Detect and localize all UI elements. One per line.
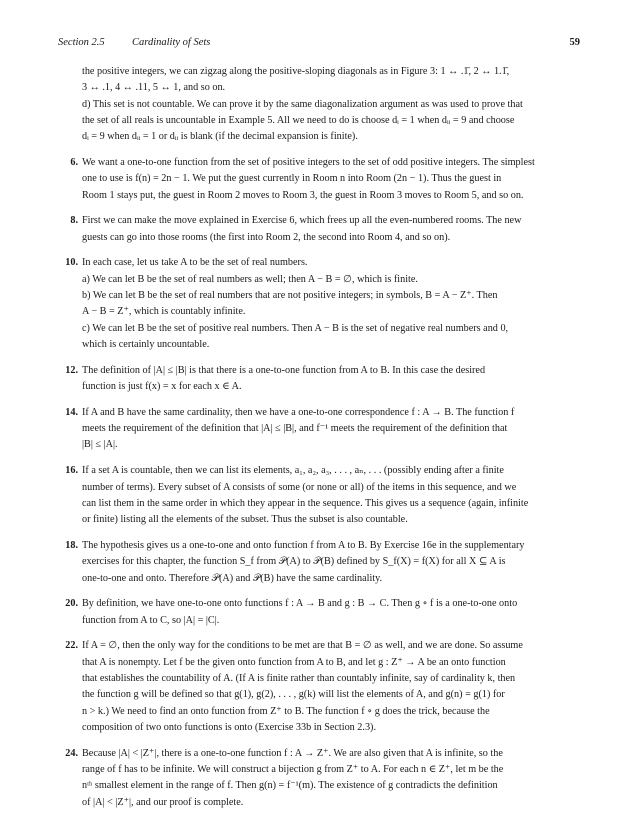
text-line: range of f has to be infinite. We will construct a bijection g from Z⁺ to A. For each n ∈ Z⁺, let m be the (82, 763, 504, 775)
item-spacer (58, 145, 580, 155)
item-spacer (58, 736, 580, 746)
text-line: a) We can let B be the set of real numbers as well; then A − B = ∅, which is finite. (82, 273, 418, 285)
item-spacer (58, 353, 580, 363)
exercise-number: 6. (70, 156, 78, 168)
exercise-answer (58, 596, 580, 629)
text-line: First we can make the move explained in Exercise 6, which frees up all the even-numbered rooms. The new (82, 215, 522, 227)
page-body (58, 64, 580, 811)
exercise-text (58, 596, 580, 629)
text-line: We want a one-to-one function from the set of positive integers to the set of odd positive integers. The simplest (82, 156, 535, 168)
page-header (58, 37, 580, 53)
item-spacer (58, 395, 580, 405)
exercise-text (58, 463, 580, 528)
text-line: Because |A| < |Z⁺|, there is a one-to-one function f : A → Z⁺. We are also given that A is infinite, so the (82, 747, 503, 759)
item-spacer (58, 204, 580, 214)
exercise-number: 12. (65, 364, 78, 376)
exercise-answer (58, 155, 580, 204)
text-line: number of terms). Every subset of A consists of some (or none or all) of the items in this sequence, and we (82, 481, 517, 493)
exercise-text (58, 255, 580, 353)
exercise-list (58, 145, 580, 810)
text-line: c) We can let B be the set of positive real numbers. Then A − B is the set of negative real numbers and 0, (82, 322, 509, 334)
exercise-text (58, 746, 580, 811)
text-line: Room 1 stays put, the guest in Room 2 moves to Room 3, the guest in Room 3 moves to Room 5, and so on. (82, 189, 524, 201)
text-line: the positive integers, we can zigzag along the positive-sloping diagonals as in Figure 3: 1 ↔ .1̄, 2 ↔ 1.1̄, (82, 66, 510, 77)
text-line: function from A to C, so |A| = |C|. (82, 614, 220, 626)
exercise-answer (58, 255, 580, 353)
exercise-text (58, 538, 580, 587)
section-title: Cardinality of Sets (132, 37, 211, 48)
exercise-answer (58, 363, 580, 396)
text-line: exercises for this chapter, the function S_f from 𝒫(A) to 𝒫(B) defined by S_f(X) = f(X) for all X ⊆ A is (82, 556, 506, 568)
text-line: 3 ↔ .1, 4 ↔ .11, 5 ↔ 1, and so on. (82, 82, 226, 94)
exercise-number: 16. (65, 465, 78, 477)
text-line: meets the requirement of the definition that |A| ≤ |B|, and f⁻¹ meets the requirement of the definition that (82, 423, 508, 435)
exercise-answer (58, 538, 580, 587)
exercise-number: 10. (65, 257, 78, 269)
text-line: By definition, we have one-to-one onto functions f : A → B and g : B → C. Then g ∘ f is a one-to-one onto (82, 598, 518, 610)
exercise-answer (58, 405, 580, 454)
text-line: which is certainly uncountable. (82, 338, 210, 350)
text-line: If A and B have the same cardinality, then we have a one-to-one correspondence f : A → B. The function f (82, 406, 515, 418)
text-line: A − B = Z⁺, which is countably infinite. (82, 306, 246, 318)
text-line: function is just f(x) = x for each x ∈ A. (82, 381, 242, 393)
exercise-number: 8. (70, 215, 78, 227)
text-line: that A is nonempty. Let f be the given onto function from A to B, and let g : Z⁺ → A be an onto function (82, 656, 506, 668)
exercise-text (58, 213, 580, 246)
item-spacer (58, 246, 580, 256)
exercise-answer (58, 746, 580, 811)
section-label: Section 2.5 (58, 37, 105, 48)
text-line: that establishes the countability of A. (If A is finite rather than countably infinite, say of cardinality k, then (82, 673, 516, 684)
exercise-number: 24. (65, 747, 78, 759)
item-spacer (58, 528, 580, 538)
exercise-answer (58, 638, 580, 736)
text-line: The definition of |A| ≤ |B| is that there is a one-to-one function from A to B. In this case the desired (82, 364, 486, 376)
text-line: |B| ≤ |A|. (82, 439, 118, 451)
text-line: n > k.) We need to find an onto function from Z⁺ to B. The function f ∘ g does the trick, because the (82, 705, 490, 717)
exercise-text (58, 638, 580, 736)
text-line: can list them in the same order in which they appear in the sequence. This gives us a sequence (again, infinite (82, 497, 529, 509)
page-number: 59 (569, 37, 580, 48)
text-line: of |A| < |Z⁺|, and our proof is complete. (82, 796, 244, 808)
exercise-number: 22. (65, 640, 78, 652)
text-line: If A = ∅, then the only way for the conditions to be met are that B = ∅ as well, and we are done. So assume (82, 640, 523, 652)
text-line: the function g will be defined so that g(1), g(2), . . . , g(k) will list the elements of A, and g(n) = g(1) for (82, 689, 505, 701)
exercise-text (58, 405, 580, 454)
item-spacer (58, 587, 580, 597)
exercise-number: 20. (65, 598, 78, 610)
exercise-text (58, 363, 580, 396)
text-line: b) We can let B be the set of real numbers that are not positive integers; in symbols, B = A − Z⁺. Then (82, 290, 498, 302)
exercise-answer (58, 213, 580, 246)
text-line: If a set A is countable, then we can list its elements, a₁, a₂, a₃, . . . , aₙ, . . . (possibly ending after a finite (82, 465, 504, 477)
exercise-number: 14. (65, 406, 78, 418)
item-spacer (58, 454, 580, 464)
item-spacer (58, 629, 580, 639)
text-line: In each case, let us take A to be the set of real numbers. (82, 257, 308, 269)
text-line: one to use is f(n) = 2n − 1. We put the guest currently in Room n into Room (2n − 1). Thus the guest in (82, 173, 502, 185)
exercise-number: 18. (65, 539, 78, 551)
text-line: composition of two onto functions is onto (Exercise 33b in Section 2.3). (82, 721, 376, 733)
exercise-text (58, 155, 580, 204)
text-line: The hypothesis gives us a one-to-one and onto function f from A to B. By Exercise 16e in the supplementary (82, 539, 525, 551)
text-line: or finite) listing all the elements of the subset. Thus the subset is also countable. (82, 514, 408, 526)
text-line: guests can go into those rooms (the first into Room 2, the second into Room 4, and so on). (82, 231, 451, 243)
text-line: d) This set is not countable. We can prove it by the same diagonalization argument as was used to prove that (82, 98, 523, 110)
text-line: the set of all reals is uncountable in Example 5. All we need to do is choose dᵢ = 1 when dᵢᵢ = 9 and choose (82, 114, 515, 126)
text-line: one-to-one and onto. Therefore 𝒫(A) and 𝒫(B) have the same cardinality. (82, 572, 383, 584)
continued-answer (58, 64, 580, 145)
exercise-answer (58, 463, 580, 528)
text-line: nᵗʰ smallest element in the range of f. Then g(n) = f⁻¹(m). The existence of g contradicts the definition (82, 780, 498, 792)
text-line: dᵢ = 9 when dᵢᵢ = 1 or dᵢᵢ is blank (if the decimal expansion is finite). (82, 131, 358, 143)
